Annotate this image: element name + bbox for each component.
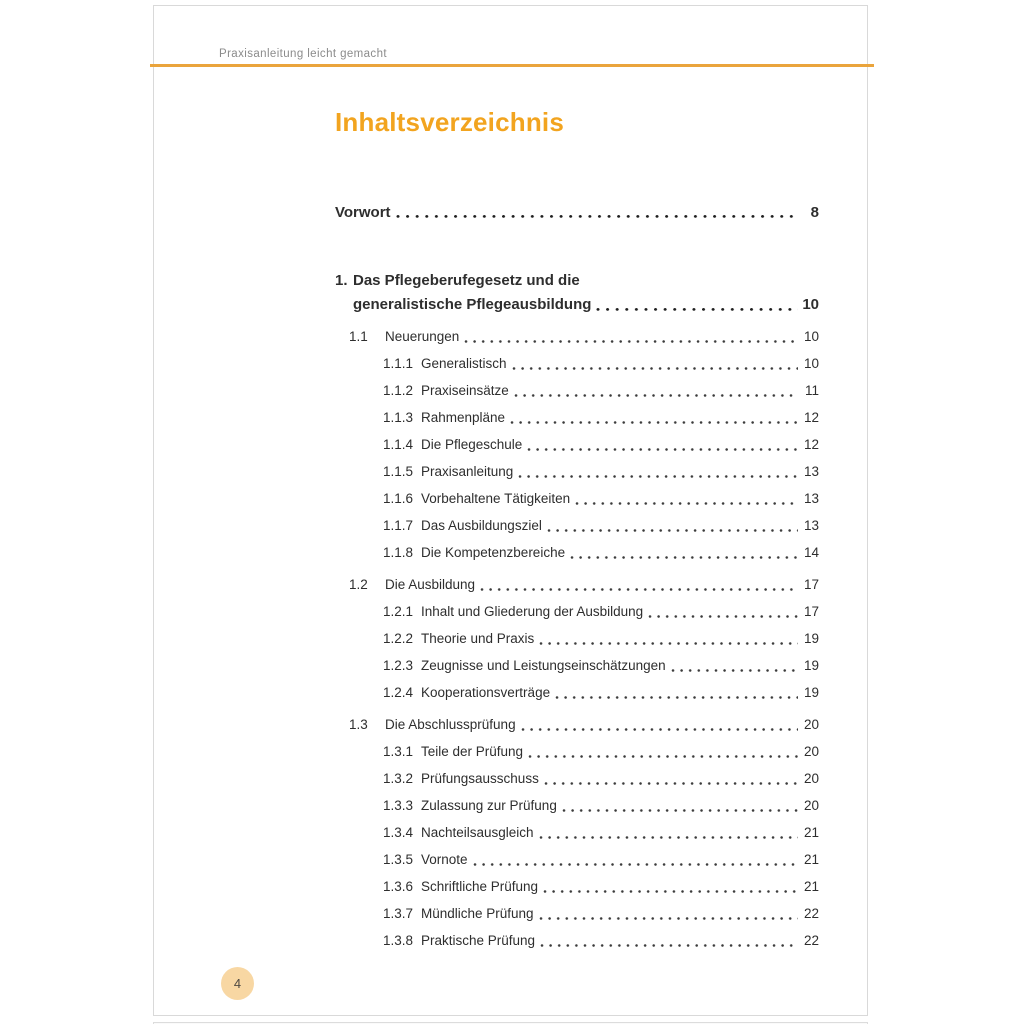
toc-entry-1-3-4[interactable] [335,819,819,846]
toc-entry-page: 13 [803,464,819,479]
dot-leader [480,571,798,598]
dot-leader [514,377,798,404]
toc-entry-label: Zulassung zur Prüfung [421,798,557,813]
toc-entry-page: 13 [803,518,819,533]
toc-entry-page: 21 [803,825,819,840]
toc-entry-label: Zeugnisse und Leistungseinschätzungen [421,658,666,673]
dot-leader [539,625,798,652]
toc-entry-number: 1. [335,272,348,289]
dot-leader [521,711,798,738]
toc-entry-page: 20 [803,771,819,786]
dot-leader [570,539,798,566]
toc-entry-page: 20 [803,798,819,813]
toc-entry-1-1[interactable] [335,323,819,350]
toc-entry-number: 1.1.6 [383,491,414,506]
toc-entry-page: 21 [803,852,819,867]
toc-entry-page: 10 [803,329,819,344]
dot-leader [562,792,798,819]
dot-leader [540,927,798,954]
toc-entry-page: 20 [803,744,819,759]
toc-entry-page: 22 [803,933,819,948]
toc-entry-1-3-7[interactable] [335,900,819,927]
toc-entry-page: 8 [810,204,819,221]
dot-leader [539,900,798,927]
toc-entry-1-1-6[interactable] [335,485,819,512]
chapter-title-line-2 [335,293,819,317]
toc-entry-label: Inhalt und Gliederung der Ausbildung [421,604,644,619]
toc-entry-number: 1.3.4 [383,825,414,840]
toc-entry-page: 17 [803,604,819,619]
dot-leader [596,293,798,317]
dot-leader [518,458,798,485]
toc-entry-label: Vorbehaltene Tätigkeiten [421,491,571,506]
toc-entry-1-2-1[interactable] [335,598,819,625]
toc-entry-page: 11 [804,383,819,398]
toc-entry-label: Theorie und Praxis [421,631,535,646]
toc-entry-number: 1.2.1 [383,604,414,619]
toc-entry-number: 1.3.5 [383,852,414,867]
dot-leader [544,765,798,792]
dot-leader [473,846,798,873]
table-of-contents [335,203,819,954]
toc-entry-label: Nachteilsausgleich [421,825,534,840]
toc-entry-label: Neuerungen [385,329,460,344]
toc-entry-label: Vorwort [335,204,391,221]
toc-entry-list [335,323,819,954]
toc-entry-1-2[interactable] [335,571,819,598]
toc-entry-label: Schriftliche Prüfung [421,879,539,894]
chapter-title-line-1 [335,269,819,293]
toc-entry-1-1-2[interactable] [335,377,819,404]
toc-entry-label: Prüfungsausschuss [421,771,539,786]
toc-entry-number: 1.1.8 [383,545,414,560]
toc-entry-number: 1.2.3 [383,658,414,673]
dot-leader [464,323,798,350]
toc-entry-page: 19 [803,658,819,673]
toc-entry-page: 21 [803,879,819,894]
toc-entry-number: 1.1 [349,329,368,344]
toc-entry-label: Generalistisch [421,356,507,371]
page-number-badge [221,967,254,1000]
toc-entry-page: 17 [803,577,819,592]
toc-entry-page: 14 [803,545,819,560]
toc-entry-label: Praxiseinsätze [421,383,509,398]
toc-entry-label: Mündliche Prüfung [421,906,534,921]
toc-entry-number: 1.2 [349,577,368,592]
toc-entry-1-1-3[interactable] [335,404,819,431]
toc-entry-number: 1.3.1 [383,744,414,759]
toc-entry-chapter-1[interactable] [335,269,819,317]
toc-entry-1-1-1[interactable] [335,350,819,377]
toc-entry-label: Die Abschlussprüfung [385,717,516,732]
toc-entry-page: 10 [802,296,819,313]
toc-entry-1-3-6[interactable] [335,873,819,900]
toc-entry-1-3-5[interactable] [335,846,819,873]
toc-entry-number: 1.1.5 [383,464,414,479]
toc-entry-number: 1.2.2 [383,631,414,646]
toc-entry-1-3-8[interactable] [335,927,819,954]
toc-entry-vorwort[interactable] [335,203,819,223]
header-rule [150,64,874,67]
dot-leader [396,203,798,223]
toc-entry-number: 1.3.2 [383,771,414,786]
toc-entry-number: 1.3 [349,717,368,732]
toc-entry-number: 1.3.7 [383,906,414,921]
page-title: Inhaltsverzeichnis [335,107,565,137]
toc-entry-page: 19 [803,685,819,700]
dot-leader [510,404,798,431]
toc-entry-1-3-1[interactable] [335,738,819,765]
toc-entry-label: Praxisanleitung [421,464,514,479]
dot-leader [671,652,798,679]
toc-entry-number: 1.1.3 [383,410,414,425]
dot-leader [512,350,798,377]
toc-entry-1-2-2[interactable] [335,625,819,652]
toc-entry-number: 1.2.4 [383,685,414,700]
toc-entry-page: 13 [803,491,819,506]
toc-entry-number: 1.3.3 [383,798,414,813]
toc-entry-page: 22 [803,906,819,921]
toc-entry-1-1-7[interactable] [335,512,819,539]
toc-entry-page: 10 [803,356,819,371]
toc-entry-number: 1.1.4 [383,437,414,452]
toc-entry-1-1-4[interactable] [335,431,819,458]
toc-entry-number: 1.1.2 [383,383,414,398]
toc-entry-number: 1.1.1 [383,356,414,371]
dot-leader [648,598,798,625]
toc-entry-number: 1.3.6 [383,879,414,894]
page-sheet [153,5,868,1016]
page-number: 4 [233,976,242,991]
toc-entry-label: Rahmenpläne [421,410,506,425]
toc-entry-page: 19 [803,631,819,646]
toc-entry-label: Das Ausbildungsziel [421,518,542,533]
dot-leader [543,873,798,900]
toc-entry-1-1-5[interactable] [335,458,819,485]
toc-entry-page: 20 [803,717,819,732]
toc-entry-1-3-3[interactable] [335,792,819,819]
toc-entry-1-2-4[interactable] [335,679,819,706]
toc-entry-1-2-3[interactable] [335,652,819,679]
dot-leader [528,738,798,765]
toc-entry-1-3-2[interactable] [335,765,819,792]
toc-entry-label: Die Kompetenzbereiche [421,545,566,560]
toc-entry-label: Praktische Prüfung [421,933,536,948]
toc-entry-1-3[interactable] [335,711,819,738]
toc-entry-1-1-8[interactable] [335,539,819,566]
toc-entry-label: generalistische Pflegeausbildung [353,296,592,313]
toc-entry-label: Vornote [421,852,468,867]
toc-entry-label: Kooperationsverträge [421,685,551,700]
dot-leader [539,819,798,846]
toc-entry-label: Teile der Prüfung [421,744,524,759]
toc-entry-page: 12 [803,410,819,425]
toc-entry-label: Die Ausbildung [385,577,476,592]
toc-entry-number: 1.1.7 [383,518,414,533]
toc-entry-label: Die Pflegeschule [421,437,523,452]
toc-entry-label: Das Pflegeberufegesetz und die [353,272,580,289]
dot-leader [527,431,798,458]
dot-leader [575,485,798,512]
dot-leader [547,512,798,539]
toc-entry-number: 1.3.8 [383,933,414,948]
running-header: Praxisanleitung leicht gemacht [219,48,387,60]
dot-leader [555,679,798,706]
toc-entry-page: 12 [803,437,819,452]
